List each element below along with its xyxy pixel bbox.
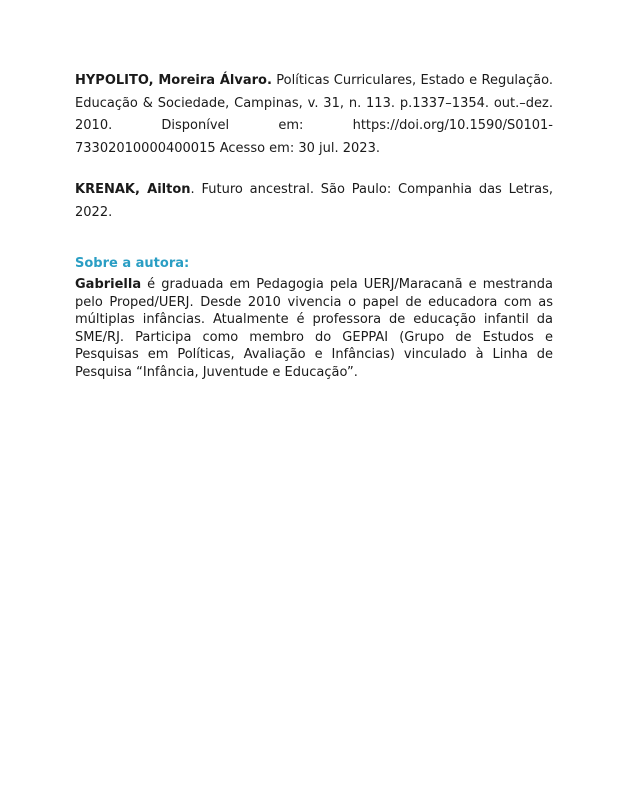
reference-author: HYPOLITO, Moreira Álvaro. (75, 73, 272, 88)
reference-author: KRENAK, Ailton (75, 182, 191, 197)
author-name: Gabriella (75, 277, 142, 292)
reference-entry-krenak (75, 179, 553, 224)
reference-text: . Futuro ancestral. São Paulo: Companhia das Letras, 2022. (75, 182, 553, 220)
reference-entry-hypolito (75, 70, 553, 160)
reference-text: Políticas Curriculares, Estado e Regulação. Educação & Sociedade, Campinas, v. 31, n. 113. p.1337–1354. out.–dez. 2010. Disponível em: https://doi.org/10.1590/S0101-73302010000400015 Acesso em: 30 jul. 2023. (75, 73, 553, 156)
about-author-paragraph (75, 276, 553, 381)
page-content (75, 70, 553, 381)
about-author-heading: Sobre a autora: (75, 256, 190, 271)
author-bio-text: é graduada em Pedagogia pela UERJ/Maracanã e mestranda pelo Proped/UERJ. Desde 2010 vivencia o papel de educadora com as múltiplas infâncias. Atualmente é professora de educação infantil da SME/RJ. Participa como membro do GEPPAI (Grupo de Estudos e Pesquisas em Políticas, Avaliação e Infâncias) vinculado à Linha de Pesquisa “Infância, Juventude e Educação”. (75, 277, 553, 380)
